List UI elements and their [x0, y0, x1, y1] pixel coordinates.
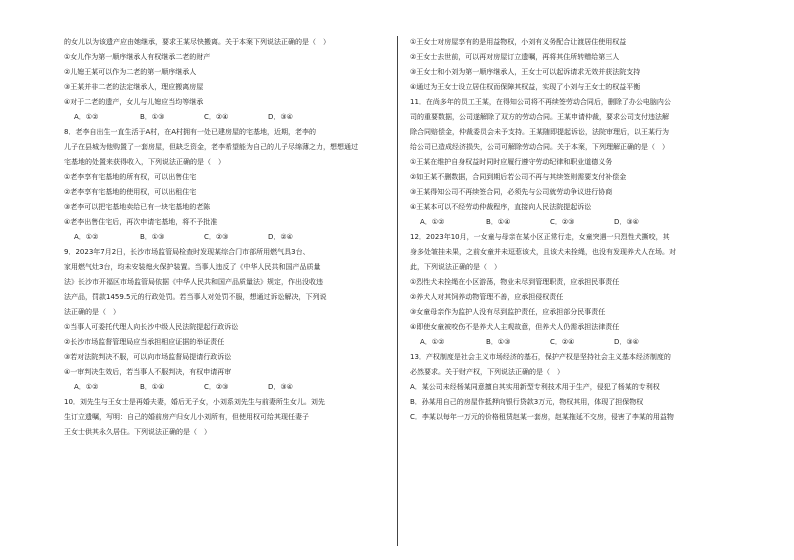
choice-statement: ③女童母亲作为监护人没有尽到监护责任，应承担部分民事责任	[410, 308, 606, 316]
choice-statement: B．孙某用自己的房屋作抵押向银行贷款3万元，物权其用，体现了担保物权	[410, 398, 644, 406]
choice-statement: ④对于二老的遗产，女儿与儿媳应当均等继承	[64, 98, 204, 106]
question-text: 9．2023年7月2日，长沙市场监管局检查时发现某综合门市部所用燃气具3台、	[64, 248, 310, 256]
choice-statement: ②养犬人对其饲养动物管理不善，应承担侵权责任	[410, 293, 564, 301]
question-text: 8．老李自出生一直生活于A村，在A村拥有一处已建房屋的宅基地，近期，老李的	[64, 128, 317, 136]
question-text: 王女士供其永久居住。下列说法正确的是（ ）	[64, 428, 211, 436]
option-d: D．③④	[268, 383, 293, 391]
question-text: 必然要求。关于财产权，下列说法正确的是（ ）	[410, 368, 564, 376]
choice-statement: ③王某并非二老的法定继承人，理应搬离房屋	[64, 83, 204, 91]
question-text: 法产品，罚款1459.5元的行政处罚。若当事人对处罚不服，想通过诉讼解决，下列说	[64, 293, 327, 301]
question-text: 家用燃气灶3台，均未安装熄火保护装置。当事人违反了《中华人民共和国产品质量	[64, 263, 321, 271]
option-a: A．①②	[74, 113, 99, 121]
option-a: A．①②	[420, 338, 445, 346]
question-text: 生订立遗嘱，写明：自己的婚前房产归女儿小刘所有，但使用权可给其现任妻子	[64, 413, 309, 421]
choice-statement: ②王女士去世前，可以再对房屋订立遗嘱，再将其住所转赠给第三人	[410, 53, 620, 61]
question-text: 身多处皱挂未果，之前女童并未逗惹该犬，且该犬未拴绳，也没有发现养犬人在场。对	[410, 248, 676, 256]
option-b: B．①③	[140, 233, 165, 241]
choice-statement: ①老李享有宅基地的所有权，可以出售住宅	[64, 173, 197, 181]
choice-statement: ④王某本可以不经劳动仲裁程序，直接向人民法院提起诉讼	[410, 203, 592, 211]
question-text: 法正确的是（ ）	[64, 308, 120, 316]
left-column	[64, 38, 382, 443]
option-a: A．①②	[74, 383, 99, 391]
choice-statement: ③老李可以把宅基地卖给已有一块宅基地的老陈	[64, 203, 211, 211]
choice-statement: ②长沙市场监督管理局应当承担相应证据的举证责任	[64, 338, 225, 346]
question-text: 宅基地的处置来获得收入，下列说法正确的是（ ）	[64, 158, 225, 166]
question-text: 12．2023年10月，一女童与母亲在某小区正常行走，女童突遇一只烈性犬撕咬，其	[410, 233, 670, 241]
question-text: 法》长沙市开福区市场监管局依据《中华人民共和国产品质量法》规定，作出没收违	[64, 278, 323, 286]
question-text: 11．在尚多年的员工王某，在得知公司将不再续签劳动合同后，删除了办公电脑内公	[410, 98, 671, 106]
choice-statement: ①女儿作为第一顺序继承人有权继承二老的财产	[64, 53, 211, 61]
answer-options	[64, 113, 382, 121]
choice-statement: ②如王某不删数据，合同到期后若公司不再与其续签则需要支付补偿金	[410, 173, 627, 181]
choice-statement: ④即使女童被咬伤不是养犬人主观故意，但养犬人仍需承担法律责任	[410, 323, 620, 331]
question-text: 10．刘先生与王女士是再婚夫妻，婚后无子女，小刘系刘先生与前妻所生女儿。刘先	[64, 398, 325, 406]
question-text: 除合同赔偿金，仲裁委员会未予支持。王某随即提起诉讼，法院审理后，以王某行为	[410, 128, 669, 136]
option-c: C．②③	[204, 383, 229, 391]
option-a: A．①②	[420, 218, 445, 226]
option-d: D．③④	[614, 218, 639, 226]
choice-statement: ①王女士对房屋享有的是用益物权，小刘有义务配合让渡居住使用权益	[410, 38, 627, 46]
option-c: C．②④	[550, 338, 575, 346]
option-d: D．③④	[268, 113, 293, 121]
question-text: 给公司已造成经济损失，公司可解除劳动合同。关于本案，下列理解正确的是（ ）	[410, 143, 669, 151]
option-c: C．②③	[550, 218, 575, 226]
option-d: D．②④	[268, 233, 293, 241]
choice-statement: ④一审判决生效后，若当事人不服判决，有权申请再审	[64, 368, 232, 376]
question-text: 13．产权制度是社会主义市场经济的基石，保护产权是坚持社会主义基本经济制度的	[410, 353, 671, 361]
question-text: 此，下列说法正确的是（ ）	[410, 263, 501, 271]
choice-statement: ①王某在维护自身权益时同时应履行遵守劳动纪律和职业道德义务	[410, 158, 613, 166]
column-divider	[397, 36, 398, 546]
choice-statement: ③王女士和小刘为第一顺序继承人，王女士可以起诉请求无效并获法院支持	[410, 68, 641, 76]
choice-statement: C．李某以每年一万元的价格租赁赵某一套房，赵某拖延不交房，侵害了李某的用益物	[410, 413, 674, 421]
choice-statement: ④老李出售住宅后，再次申请宅基地，将不予批准	[64, 218, 218, 226]
choice-statement: ①烈性犬未拴绳在小区游荡，物业未尽到管理职责，应承担民事责任	[410, 278, 620, 286]
option-b: B．①④	[140, 383, 165, 391]
question-text: 司的重要数据，公司遂解除了双方的劳动合同。王某申请仲裁，要求公司支付违法解	[410, 113, 669, 121]
choice-statement: ①当事人可委托代理人向长沙中级人民法院提起行政诉讼	[64, 323, 239, 331]
answer-options	[410, 218, 728, 226]
choice-statement: ③若对法院判决不服，可以向市场监督局提请行政诉讼	[64, 353, 232, 361]
option-a: A．①②	[74, 233, 99, 241]
option-b: B．①③	[486, 338, 511, 346]
question-text: 儿子在县城为他购置了一套房屋，但缺乏资金，老李希望能为自己的儿子尽绵薄之力，想想通过	[64, 143, 358, 151]
text-line: 的女儿以为该遗产应由她继承，要求王某尽快搬离。关于本案下列说法正确的是（ ）	[64, 38, 330, 46]
answer-options	[64, 383, 382, 391]
choice-statement: A．某公司未经杨某同意擅自其实用新型专利技术用于生产，侵犯了杨某的专利权	[410, 383, 660, 391]
choice-statement: ④通过为王女士设立居住权而保障其权益，实现了小刘与王女士的权益平衡	[410, 83, 641, 91]
choice-statement: ②老李享有宅基地的使用权，可以出租住宅	[64, 188, 197, 196]
choice-statement: ②儿媳王某可以作为二老的第一顺序继承人	[64, 68, 197, 76]
choice-statement: ③王某得知公司不再续签合同，必须先与公司就劳动争议进行协商	[410, 188, 613, 196]
option-d: D．③④	[614, 338, 639, 346]
option-b: B．①③	[140, 113, 165, 121]
option-b: B．①④	[486, 218, 511, 226]
answer-options	[410, 338, 728, 346]
option-c: C．②④	[204, 113, 229, 121]
right-column	[410, 38, 728, 428]
option-c: C．②③	[204, 233, 229, 241]
answer-options	[64, 233, 382, 241]
